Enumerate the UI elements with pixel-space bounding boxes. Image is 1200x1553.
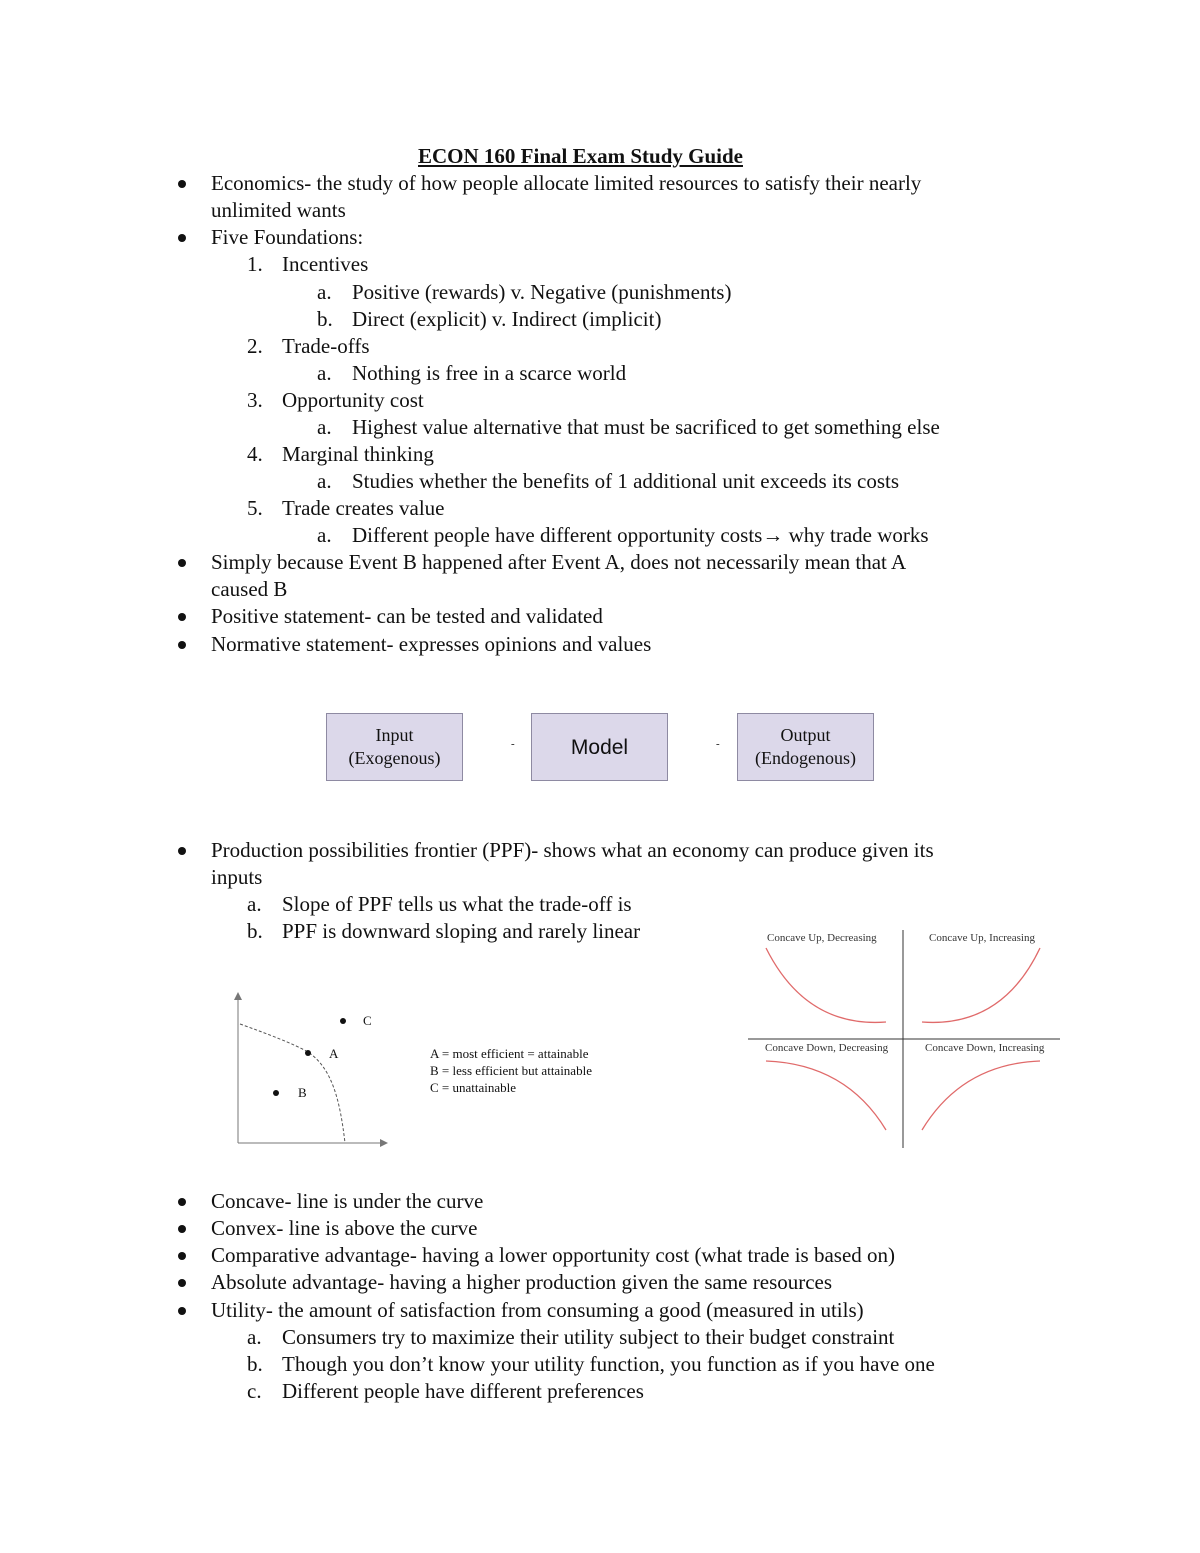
input-sublabel: (Exogenous): [348, 748, 441, 768]
ppf-definition: Production possibilities frontier (PPF)- shows what an economy can produce given its: [211, 838, 934, 862]
sub-letter: b.: [247, 919, 263, 943]
bullet: [178, 180, 186, 188]
sub-item: Nothing is free in a scarce world: [352, 361, 627, 385]
point-a-label: A: [329, 1046, 339, 1061]
arrow-connector: -: [511, 738, 515, 750]
point-b: [273, 1090, 279, 1096]
utility-definition: Utility- the amount of satisfaction from consuming a good (measured in utils): [211, 1298, 864, 1322]
sub-item: Studies whether the benefits of 1 additional unit exceeds its costs: [352, 469, 900, 493]
comparative-advantage: Comparative advantage- having a lower opportunity cost (what trade is based on): [211, 1243, 896, 1267]
sub-letter: a.: [317, 523, 332, 547]
economics-definition: Economics- the study of how people allocate limited resources to satisfy their nearly: [211, 171, 922, 195]
point-c-label: C: [363, 1013, 372, 1028]
foundation-trade-offs: Trade-offs: [282, 334, 370, 358]
output-sublabel: (Endogenous): [755, 748, 856, 768]
model-box: [531, 713, 668, 781]
output-label: Output: [780, 725, 831, 745]
curve-concave-down-increasing: [922, 1061, 1040, 1130]
bullet: [178, 1225, 186, 1233]
normative-statement: Normative statement- expresses opinions and values: [211, 632, 652, 656]
causation-note-cont: caused B: [211, 577, 288, 601]
page-title: ECON 160 Final Exam Study Guide: [418, 144, 743, 168]
sub-item: Different people have different opportunity costs→ why trade works: [352, 523, 929, 547]
sub-item: Slope of PPF tells us what the trade-off is: [282, 892, 632, 916]
sub-letter: b.: [317, 307, 333, 331]
ppf-definition-cont: inputs: [211, 865, 263, 889]
bullet: [178, 1198, 186, 1206]
output-box: [737, 713, 874, 781]
sub-item: Consumers try to maximize their utility subject to their budget constraint: [282, 1325, 895, 1349]
curve-concave-down-decreasing: [766, 1061, 886, 1130]
foundation-number: 4.: [247, 442, 263, 466]
curve-concave-up-increasing: [922, 948, 1040, 1022]
foundation-number: 5.: [247, 496, 263, 520]
model-label: Model: [570, 735, 629, 759]
bullet: [178, 847, 186, 855]
label-concave-up-increasing: Concave Up, Increasing: [929, 932, 1035, 944]
foundations-label: Five Foundations:: [211, 225, 364, 249]
sub-item: Positive (rewards) v. Negative (punishments): [352, 280, 732, 304]
bullet: [178, 1279, 186, 1287]
absolute-advantage: Absolute advantage- having a higher production given the same resources: [211, 1270, 833, 1294]
legend-a: A = most efficient = attainable: [430, 1046, 589, 1061]
sub-item: Different people have different preferences: [282, 1379, 644, 1403]
sub-item: PPF is downward sloping and rarely linear: [282, 919, 641, 943]
convex-definition: Convex- line is above the curve: [211, 1216, 478, 1240]
point-c: [340, 1018, 346, 1024]
bullet: [178, 1307, 186, 1315]
label-concave-down-increasing: Concave Down, Increasing: [925, 1042, 1045, 1054]
foundation-marginal-thinking: Marginal thinking: [282, 442, 434, 466]
sub-letter: a.: [317, 280, 332, 304]
foundation-number: 2.: [247, 334, 263, 358]
foundation-number: 1.: [247, 252, 263, 276]
point-b-label: B: [298, 1085, 307, 1100]
foundation-number: 3.: [247, 388, 263, 412]
bullet: [178, 613, 186, 621]
arrow-connector: -: [716, 738, 720, 750]
input-box: [326, 713, 463, 781]
foundation-trade-creates-value: Trade creates value: [282, 496, 445, 520]
point-a: [305, 1050, 311, 1056]
input-label: Input: [375, 725, 414, 745]
sub-letter: a.: [317, 415, 332, 439]
sub-letter: b.: [247, 1352, 263, 1376]
bullet: [178, 234, 186, 242]
causation-note: Simply because Event B happened after Event A, does not necessarily mean that A: [211, 550, 907, 574]
foundation-opportunity-cost: Opportunity cost: [282, 388, 424, 412]
sub-letter: a.: [317, 361, 332, 385]
sub-item: Direct (explicit) v. Indirect (implicit): [352, 307, 662, 331]
positive-statement: Positive statement- can be tested and validated: [211, 604, 603, 628]
sub-letter: c.: [247, 1379, 262, 1403]
bullet: [178, 559, 186, 567]
label-concave-up-decreasing: Concave Up, Decreasing: [767, 932, 877, 944]
sub-letter: a.: [317, 469, 332, 493]
concave-definition: Concave- line is under the curve: [211, 1189, 484, 1213]
legend-c: C = unattainable: [430, 1080, 517, 1095]
y-axis-arrow: [234, 992, 242, 1000]
foundation-incentives: Incentives: [282, 252, 369, 276]
sub-letter: a.: [247, 892, 262, 916]
sub-item: Highest value alternative that must be sacrificed to get something else: [352, 415, 940, 439]
ppf-graph: [228, 990, 398, 1150]
bullet: [178, 1252, 186, 1260]
bullet: [178, 641, 186, 649]
sub-item: Though you don’t know your utility function, you function as if you have one: [282, 1352, 935, 1376]
economics-definition-cont: unlimited wants: [211, 198, 346, 222]
legend-b: B = less efficient but attainable: [430, 1063, 592, 1078]
x-axis-arrow: [380, 1139, 388, 1147]
concavity-chart: [746, 928, 1062, 1150]
sub-letter: a.: [247, 1325, 262, 1349]
ppf-curve: [240, 1024, 345, 1143]
curve-concave-up-decreasing: [766, 948, 886, 1022]
label-concave-down-decreasing: Concave Down, Decreasing: [765, 1042, 889, 1054]
